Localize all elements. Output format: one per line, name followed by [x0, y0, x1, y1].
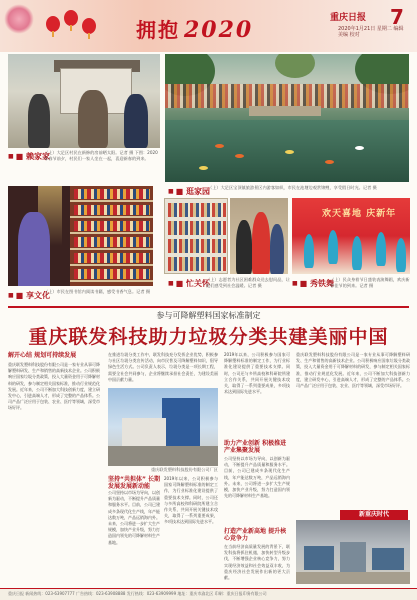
page-footer	[0, 588, 417, 600]
photo-library-reading	[8, 186, 153, 286]
caption-title-4: ■ ■ 忙关怀	[168, 278, 210, 289]
article-subhead-3: 助力产业创新 积极推进产业集聚发展	[224, 440, 287, 454]
photo-dancers	[292, 198, 410, 274]
article-column-2-top: 在推进垃圾分类工作中，联发科技充分发挥企业优势，积极参与社区垃圾分类宣传活动，向市民普及可降解塑料知识，倡导绿色生活方式。公司负责人表示，垃圾分类是一项长期工程，需要全社会共同参与，企业将继续承担社会责任，为建设美丽中国贡献力量。	[108, 352, 218, 382]
photo-bookshelf	[164, 198, 228, 274]
article-column-1: 重庆联发塑料科技股份有限公司是一家专业从事可降解塑料研发、生产和销售的高新技术企业。公司积极响应国家垃圾分类政策，投入大量资金用于可降解材料的研发，参与制定相关国家标准，推动行业规范化发展。近年来，公司不断加大科技创新力度，建立研发中心，引进高端人才，形成了完整的产品体系。公司产品广泛应用于包装、农业、医疗等领域，深受市场好评。	[8, 362, 100, 411]
lantern-icon	[64, 10, 78, 26]
section-title: 拥抱 2020	[136, 17, 254, 43]
section-divider	[8, 306, 409, 308]
flower-decoration-icon	[4, 4, 34, 34]
article-headline: 重庆联发科技助力垃圾分类共建美丽中国	[28, 326, 389, 348]
article-column-3: 2019年以来，公司积极参与国家可降解塑料标准的制定工作，为行业标准化建设提供了重要技术支撑。同时，公司还与多所高校和科研院所建立合作关系，共同开展关键技术攻关，取得了一系列重要成果，多项技术达到国际先进水平。	[164, 476, 218, 525]
photo-garden-pool	[165, 54, 409, 182]
issue-meta: 2020年1月21日 星期二 编辑 美编 校对	[338, 26, 404, 38]
photo-company-building	[108, 388, 218, 466]
article-column-4: 公司坚持以市场为导向，以创新为驱动，不断提升产品质量和服务水平。目前，公司已建成多条现代化生产线，年产能达数万吨，产品远销海内外。未来，公司将进一步扩大生产规模，加快产业升级，努力打造国内领先的可降解材料生产基地。	[224, 456, 290, 499]
page-header	[0, 0, 417, 52]
newspaper-logo: 新重庆时代	[340, 510, 408, 520]
dancers-banner: 欢天喜地 庆新年	[322, 209, 397, 219]
photo-factory	[296, 520, 410, 584]
caption-text-4: （上）志愿者为社区困难群众送去慰问品，让他们感受到社会温暖。记者 摄	[206, 277, 290, 288]
footer-text: 重庆日报 新闻热线：023-63907777 广告热线：023-63908888 发行热线：023-63909999 地址：重庆市渝北区 印刷：重庆日报印务有限公司	[8, 591, 267, 596]
photo-family-house	[8, 54, 160, 148]
caption-text-1: （上）大足区村民在新修的房前晒太阳。记者 摄 下图：2020年春节前夕，村民们一家人坐在一起，喜迎新春的到来。	[44, 150, 158, 161]
caption-text-3: （上）市民在图书馆内阅读书籍，感受书香气息。记者 摄	[44, 289, 151, 294]
article-column-2: 公司坚持以市场为导向，以创新为驱动，不断提升产品质量和服务水平。目前，公司已建成多条现代化生产线，年产能达数万吨，产品远销海内外。未来，公司将进一步扩大生产规模，加快产业升级，努力打造国内领先的可降解材料生产基地。	[108, 490, 160, 545]
caption-text-2: （上）大足区宝顶镇旅游景区内游客如织，市民在池塘边观赏锦鲤，享受假日时光。记者 摄	[208, 185, 377, 190]
article-column-4-top: 2019年以来，公司积极参与国家可降解塑料标准的制定工作，为行业标准化建设提供了重要技术支撑。同时，公司还与多所高校和科研院所建立合作关系，共同开展关键技术攻关，取得了一系列重要成果，多项技术达到国际先进水平。	[224, 352, 290, 395]
section-year: 2020	[184, 17, 254, 43]
caption-title-3: ■ ■ 享文化	[8, 290, 50, 301]
caption-title-2: ■ ■ 逛家园	[168, 186, 210, 197]
article-subhead-1: 解开心结 规划可持续发展	[8, 352, 77, 359]
article-kicker: 参与可降解塑料国家标准制定	[156, 311, 261, 320]
lantern-icon	[46, 16, 60, 32]
caption-title-1: ■ ■ 赖家家	[8, 151, 50, 162]
caption-text-6: （上）民众身着节日盛装表演舞蹈，欢庆新春佳节的到来。记者 摄	[330, 277, 410, 288]
photo-family-indoor	[230, 198, 288, 274]
caption-title-6: ■ ■ 秀铁舞	[292, 278, 334, 289]
article-column-4-bottom: 在当前经济高质量发展的背景下，联发科技将抓住机遇，加快转型升级步伐，不断增强企业核心竞争力，努力实现经济效益和社会效益双丰收，为重庆经济社会发展作出新的更大贡献。	[224, 544, 290, 581]
lantern-icon	[82, 18, 96, 34]
page-number: 7	[390, 5, 404, 29]
newspaper-name: 重庆日报	[330, 13, 367, 23]
photo-caption-building: 重庆联发塑料科技股份有限公司厂区	[150, 467, 218, 472]
article-column-5: 重庆联发塑料科技股份有限公司是一家专业从事可降解塑料研发、生产和销售的高新技术企业。公司积极响应国家垃圾分类政策，投入大量资金用于可降解材料的研发，参与制定相关国家标准，推动行业规范化发展。近年来，公司不断加大科技创新力度，建立研发中心，引进高端人才，形成了完整的产品体系。公司产品广泛应用于包装、农业、医疗等领域，深受市场好评。	[296, 352, 410, 389]
article-subhead-2: 坚持“共担体” 长期发展发展新动能	[108, 476, 160, 490]
article-subhead-4: 打造产业新高地 提升核心竞争力	[224, 528, 287, 542]
